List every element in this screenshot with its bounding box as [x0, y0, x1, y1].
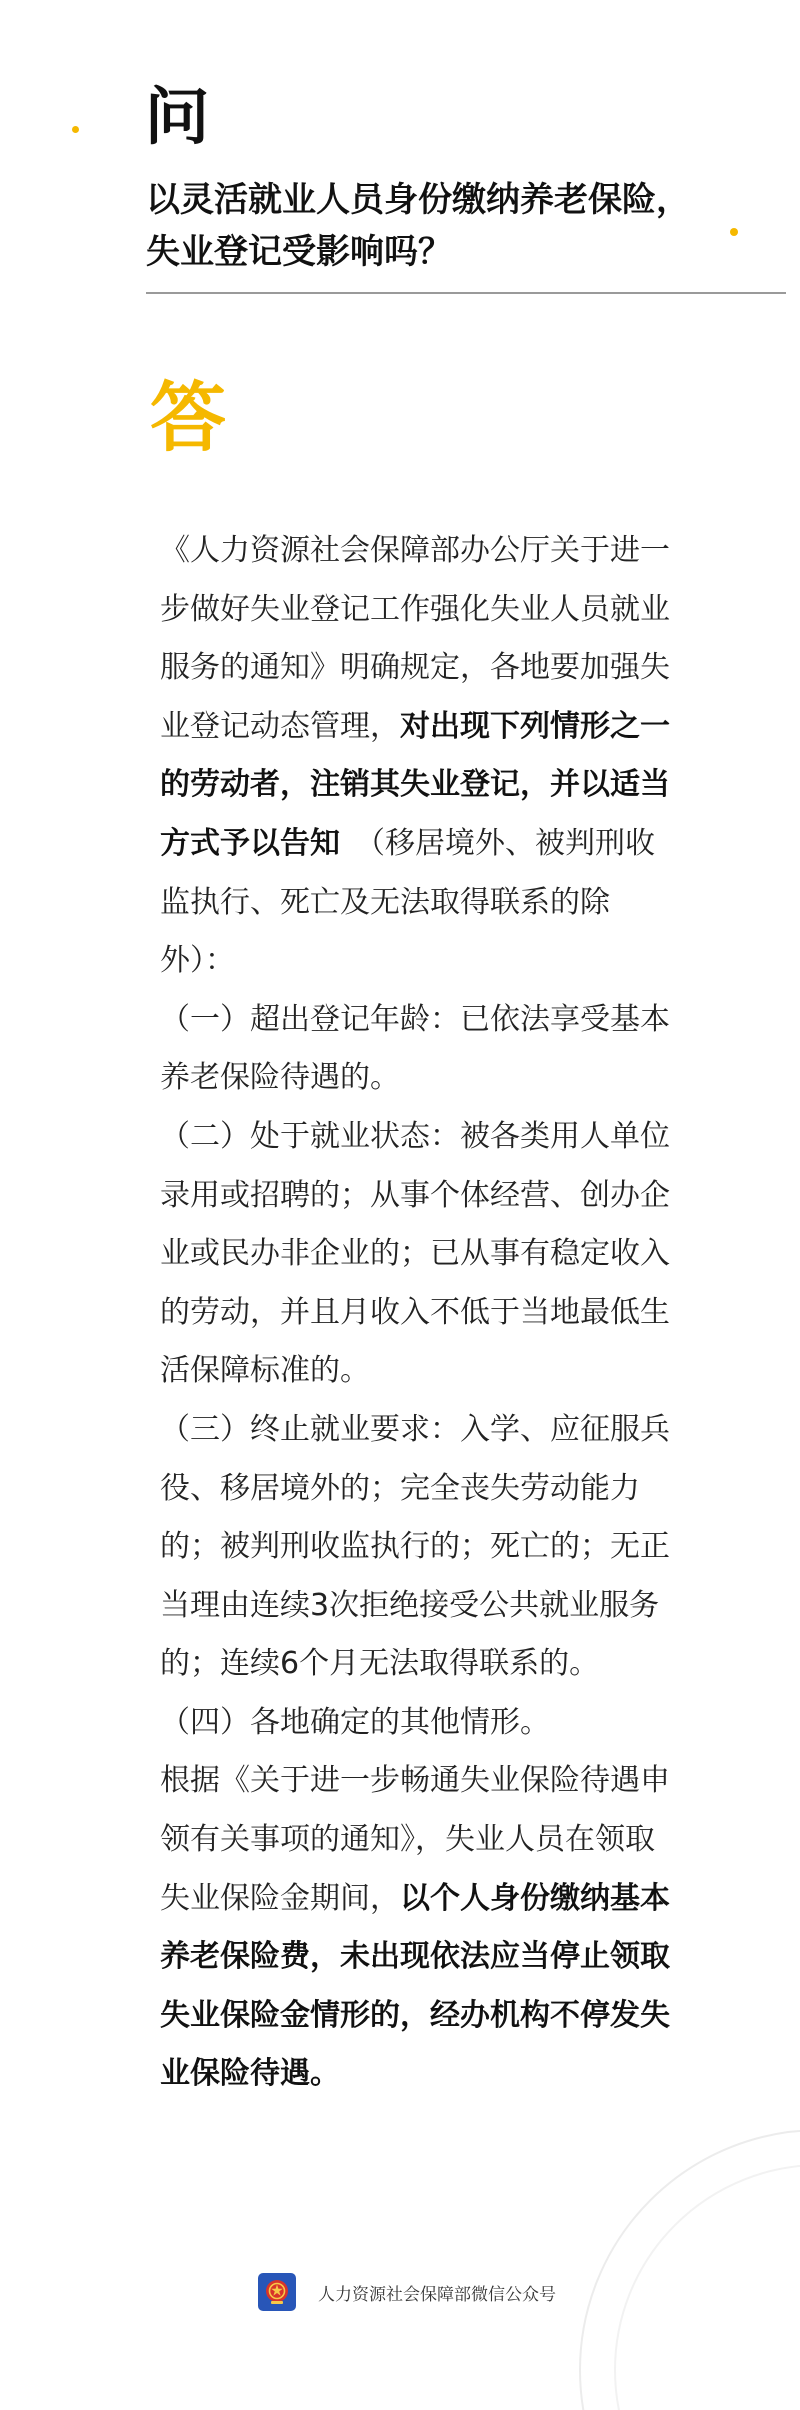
- question-title-line-1: 以灵活就业人员身份缴纳养老保险，: [146, 180, 690, 220]
- divider: [146, 292, 786, 294]
- question-title: [146, 174, 756, 278]
- footer: [258, 2272, 556, 2312]
- answer-item-2: （二）处于就业状态：被各类用人单位录用或招聘的；从事个体经营、创办企业或民办非企业的；已从事有稳定收入的劳动，并且月收入不低于当地最低生活保障标准的。: [160, 1118, 670, 1389]
- answer-item-4: （四）各地确定的其他情形。: [160, 1704, 550, 1740]
- decorative-dot-left: [72, 126, 79, 133]
- answer-p2-text: 根据《关于进一步畅通失业保险待遇申领有关事项的通知》，失业人员在领取失业保险金期间，: [160, 1763, 670, 1916]
- answer-item-3: （三）终止就业要求：入学、应征服兵役、移居境外的；完全丧失劳动能力的；被判刑收监执行的；死亡的；无正当理由连续3次拒绝接受公共就业服务的；连续6个月无法取得联系的。: [160, 1411, 670, 1682]
- question-title-line-2: 失业登记受影响吗？: [146, 232, 452, 272]
- answer-paragraph-1: [160, 522, 680, 991]
- question-glyph: 问: [144, 80, 210, 153]
- answer-glyph: 答: [150, 373, 226, 462]
- answer-p1-text-b: （移居境外、被判刑收监执行、死亡及无法取得联系的除外）：: [160, 825, 655, 979]
- answer-p2-emphasis: 以个人身份缴纳基本养老保险费，未出现依法应当停止领取失业保险金情形的，经办机构不停发失业保险待遇。: [160, 1880, 670, 2092]
- answer-p1-text-a: 《人力资源社会保障部办公厅关于进一步做好失业登记工作强化失业人员就业服务的通知》明确规定，各地要加强失业登记动态管理，: [160, 533, 670, 744]
- answer-paragraph-2: [160, 1752, 680, 2104]
- national-emblem-icon: [258, 2273, 296, 2311]
- footer-account-name: 人力资源社会保障部微信公众号: [318, 2284, 556, 2305]
- answer-item-1: （一）超出登记年龄：已依法享受基本养老保险待遇的。: [160, 1001, 670, 1096]
- answer-p1-emphasis: 对出现下列情形之一的劳动者，注销其失业登记，并以适当方式予以告知: [160, 708, 670, 861]
- decorative-circles: [560, 2110, 800, 2410]
- answer-body: [160, 522, 680, 2104]
